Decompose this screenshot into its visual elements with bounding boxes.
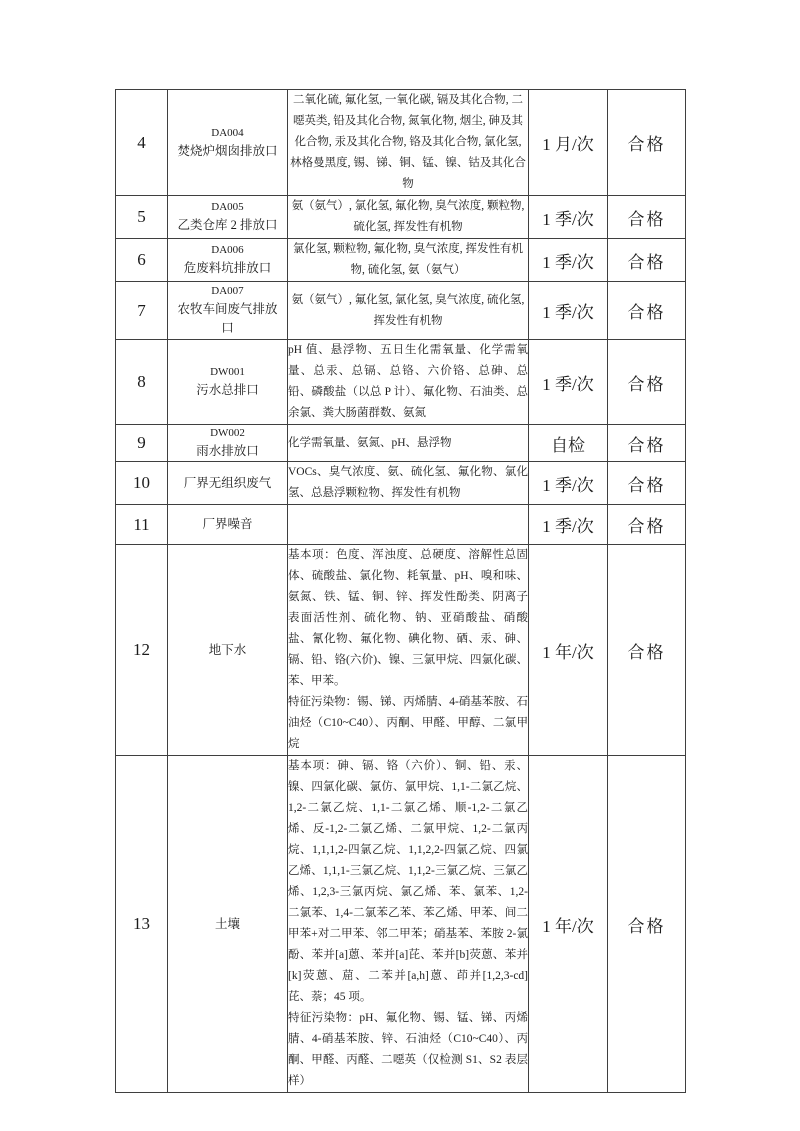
point-cell	[168, 462, 288, 505]
row-number-cell: 12	[116, 545, 168, 756]
frequency-cell: 1 季/次	[529, 282, 608, 340]
items-paragraph: pH 值、悬浮物、五日生化需氧量、化学需氧量、总汞、总镉、总铬、六价铬、总砷、总铅、磷酸盐（以总 P 计）、氟化物、石油类、总余氯、粪大肠菌群数、氨氮	[288, 344, 528, 419]
table-row	[116, 196, 686, 239]
point-code: DA004	[211, 126, 244, 139]
point-cell	[168, 196, 288, 239]
row-number-cell: 13	[116, 756, 168, 1093]
point-code: DA005	[211, 201, 244, 213]
items-cell	[288, 196, 529, 239]
point-code: DA007	[211, 285, 244, 297]
point-name: 污水总排口	[196, 383, 259, 397]
point-code: DW001	[210, 366, 245, 378]
items-paragraph: 特征污染物：pH、氟化物、锡、锰、锑、丙烯腈、4-硝基苯胺、锌、石油烃（C10~C40）、丙酮、甲醛、丙醛、二噁英（仅检测 S1、S2 表层样）	[288, 1012, 528, 1087]
point-name: 厂界噪音	[202, 517, 253, 531]
items-paragraph: 氯化氢, 颗粒物, 氟化物, 臭气浓度, 挥发性有机物, 硫化氢, 氨（氨气）	[293, 243, 523, 276]
point-code: DA006	[211, 244, 244, 256]
point-cell	[168, 756, 288, 1093]
point-cell	[168, 90, 288, 196]
result-cell: 合格	[608, 282, 686, 340]
items-cell	[288, 239, 529, 282]
result-cell: 合格	[608, 425, 686, 462]
point-name: 农牧车间废气排放口	[177, 302, 278, 335]
point-name: 厂界无组织废气	[183, 475, 272, 490]
table-row	[116, 545, 686, 756]
table-row	[116, 505, 686, 545]
items-cell	[288, 425, 529, 462]
items-cell	[288, 90, 529, 196]
row-number-cell: 11	[116, 505, 168, 545]
table-row	[116, 756, 686, 1093]
point-name: 乙类仓库 2 排放口	[177, 218, 278, 232]
frequency-cell: 1 年/次	[529, 545, 608, 756]
row-number-cell: 4	[116, 90, 168, 196]
items-cell	[288, 340, 529, 425]
table-row	[116, 282, 686, 340]
point-name: 地下水	[208, 642, 247, 657]
table-row	[116, 239, 686, 282]
point-name: 焚烧炉烟囱排放口	[177, 143, 278, 158]
frequency-cell: 1 季/次	[529, 462, 608, 505]
items-cell	[288, 545, 529, 756]
frequency-cell: 1 季/次	[529, 505, 608, 545]
items-paragraph: 氨（氨气）, 氯化氢, 氟化物, 臭气浓度, 颗粒物, 硫化氢, 挥发性有机物	[291, 200, 525, 233]
point-cell	[168, 282, 288, 340]
table-row	[116, 425, 686, 462]
items-paragraph: 基本项：砷、镉、铬（六价）、铜、铅、汞、镍、四氯化碳、氯仿、氯甲烷、1,1-二氯乙烷、1,2-二氯乙烷、1,1-二氯乙烯、顺-1,2-二氯乙烯、反-1,2-二氯乙烯、二氯甲烷、1,2-二氯丙烷、1,1,1,2-四氯乙烷、1,1,2,2-四氯乙烷、四氯乙烯、1,1,1-三氯乙烷、1,1,2-三氯乙烷、三氯乙烯、1,2,3-三氯丙烷、氯乙烯、苯、氯苯、1,2-二氯苯、1,4-二氯苯乙苯、苯乙烯、甲苯、间二甲苯+对二甲苯、邻二甲苯；硝基苯、苯胺 2-氯酚、苯并[a]蒽、苯并[a]芘、苯并[b]荧蒽、苯并[k]荧蒽、䓛、二苯并[a,h]蒽、茚并[1,2,3-cd]芘、萘；45 项。	[288, 760, 528, 1003]
items-paragraph: 基本项：色度、浑浊度、总硬度、溶解性总固体、硫酸盐、氯化物、耗氧量、pH、嗅和味、氨氮、铁、锰、铜、锌、挥发性酚类、阴离子表面活性剂、硫化物、钠、亚硝酸盐、硝酸盐、氰化物、氟化物、碘化物、硒、汞、砷、镉、铅、铬(六价)、镍、三氯甲烷、四氯化碳、苯、甲苯。	[288, 549, 528, 687]
result-cell: 合格	[608, 340, 686, 425]
point-name: 危废料坑排放口	[183, 261, 272, 275]
result-cell: 合格	[608, 196, 686, 239]
items-cell	[288, 505, 529, 545]
items-cell	[288, 756, 529, 1093]
point-name: 土壤	[214, 916, 240, 931]
frequency-cell: 1 年/次	[529, 756, 608, 1093]
items-cell	[288, 462, 529, 505]
row-number-cell: 9	[116, 425, 168, 462]
row-number-cell: 7	[116, 282, 168, 340]
table-row	[116, 90, 686, 196]
items-paragraph: 氨（氨气）, 氟化氢, 氯化氢, 臭气浓度, 硫化氢, 挥发性有机物	[291, 293, 525, 327]
point-cell	[168, 239, 288, 282]
result-cell: 合格	[608, 756, 686, 1093]
frequency-cell: 1 季/次	[529, 239, 608, 282]
row-number-cell: 5	[116, 196, 168, 239]
result-cell: 合格	[608, 462, 686, 505]
result-cell: 合格	[608, 545, 686, 756]
row-number-cell: 10	[116, 462, 168, 505]
point-cell	[168, 425, 288, 462]
frequency-cell: 自检	[529, 425, 608, 462]
result-cell: 合格	[608, 505, 686, 545]
monitoring-table-body	[116, 90, 686, 1093]
items-paragraph: VOCs、臭气浓度、氨、硫化氢、氟化物、氯化氢、总悬浮颗粒物、挥发性有机物	[288, 466, 528, 499]
frequency-cell: 1 季/次	[529, 340, 608, 425]
items-paragraph: 二氧化硫, 氟化氢, 一氧化碳, 镉及其化合物, 二噁英类, 铅及其化合物, 氮氧化物, 烟尘, 砷及其化合物, 汞及其化合物, 铬及其化合物, 氯化氢, 林格曼黑度, 锡、锑、铜、锰、镍、钴及其化合物	[290, 94, 526, 190]
table-row	[116, 462, 686, 505]
items-paragraph: 特征污染物：锡、锑、丙烯腈、4-硝基苯胺、石油烃（C10~C40）、丙酮、甲醛、甲醇、二氯甲烷	[288, 696, 528, 750]
point-cell	[168, 545, 288, 756]
table-row	[116, 340, 686, 425]
result-cell: 合格	[608, 239, 686, 282]
items-cell	[288, 282, 529, 340]
items-paragraph: 化学需氧量、氨氮、pH、悬浮物	[288, 436, 452, 449]
row-number-cell: 6	[116, 239, 168, 282]
point-name: 雨水排放口	[196, 444, 259, 458]
point-cell	[168, 340, 288, 425]
row-number-cell: 8	[116, 340, 168, 425]
point-cell	[168, 505, 288, 545]
result-cell: 合格	[608, 90, 686, 196]
monitoring-table	[115, 89, 686, 1093]
frequency-cell: 1 月/次	[529, 90, 608, 196]
frequency-cell: 1 季/次	[529, 196, 608, 239]
point-code: DW002	[210, 427, 245, 439]
